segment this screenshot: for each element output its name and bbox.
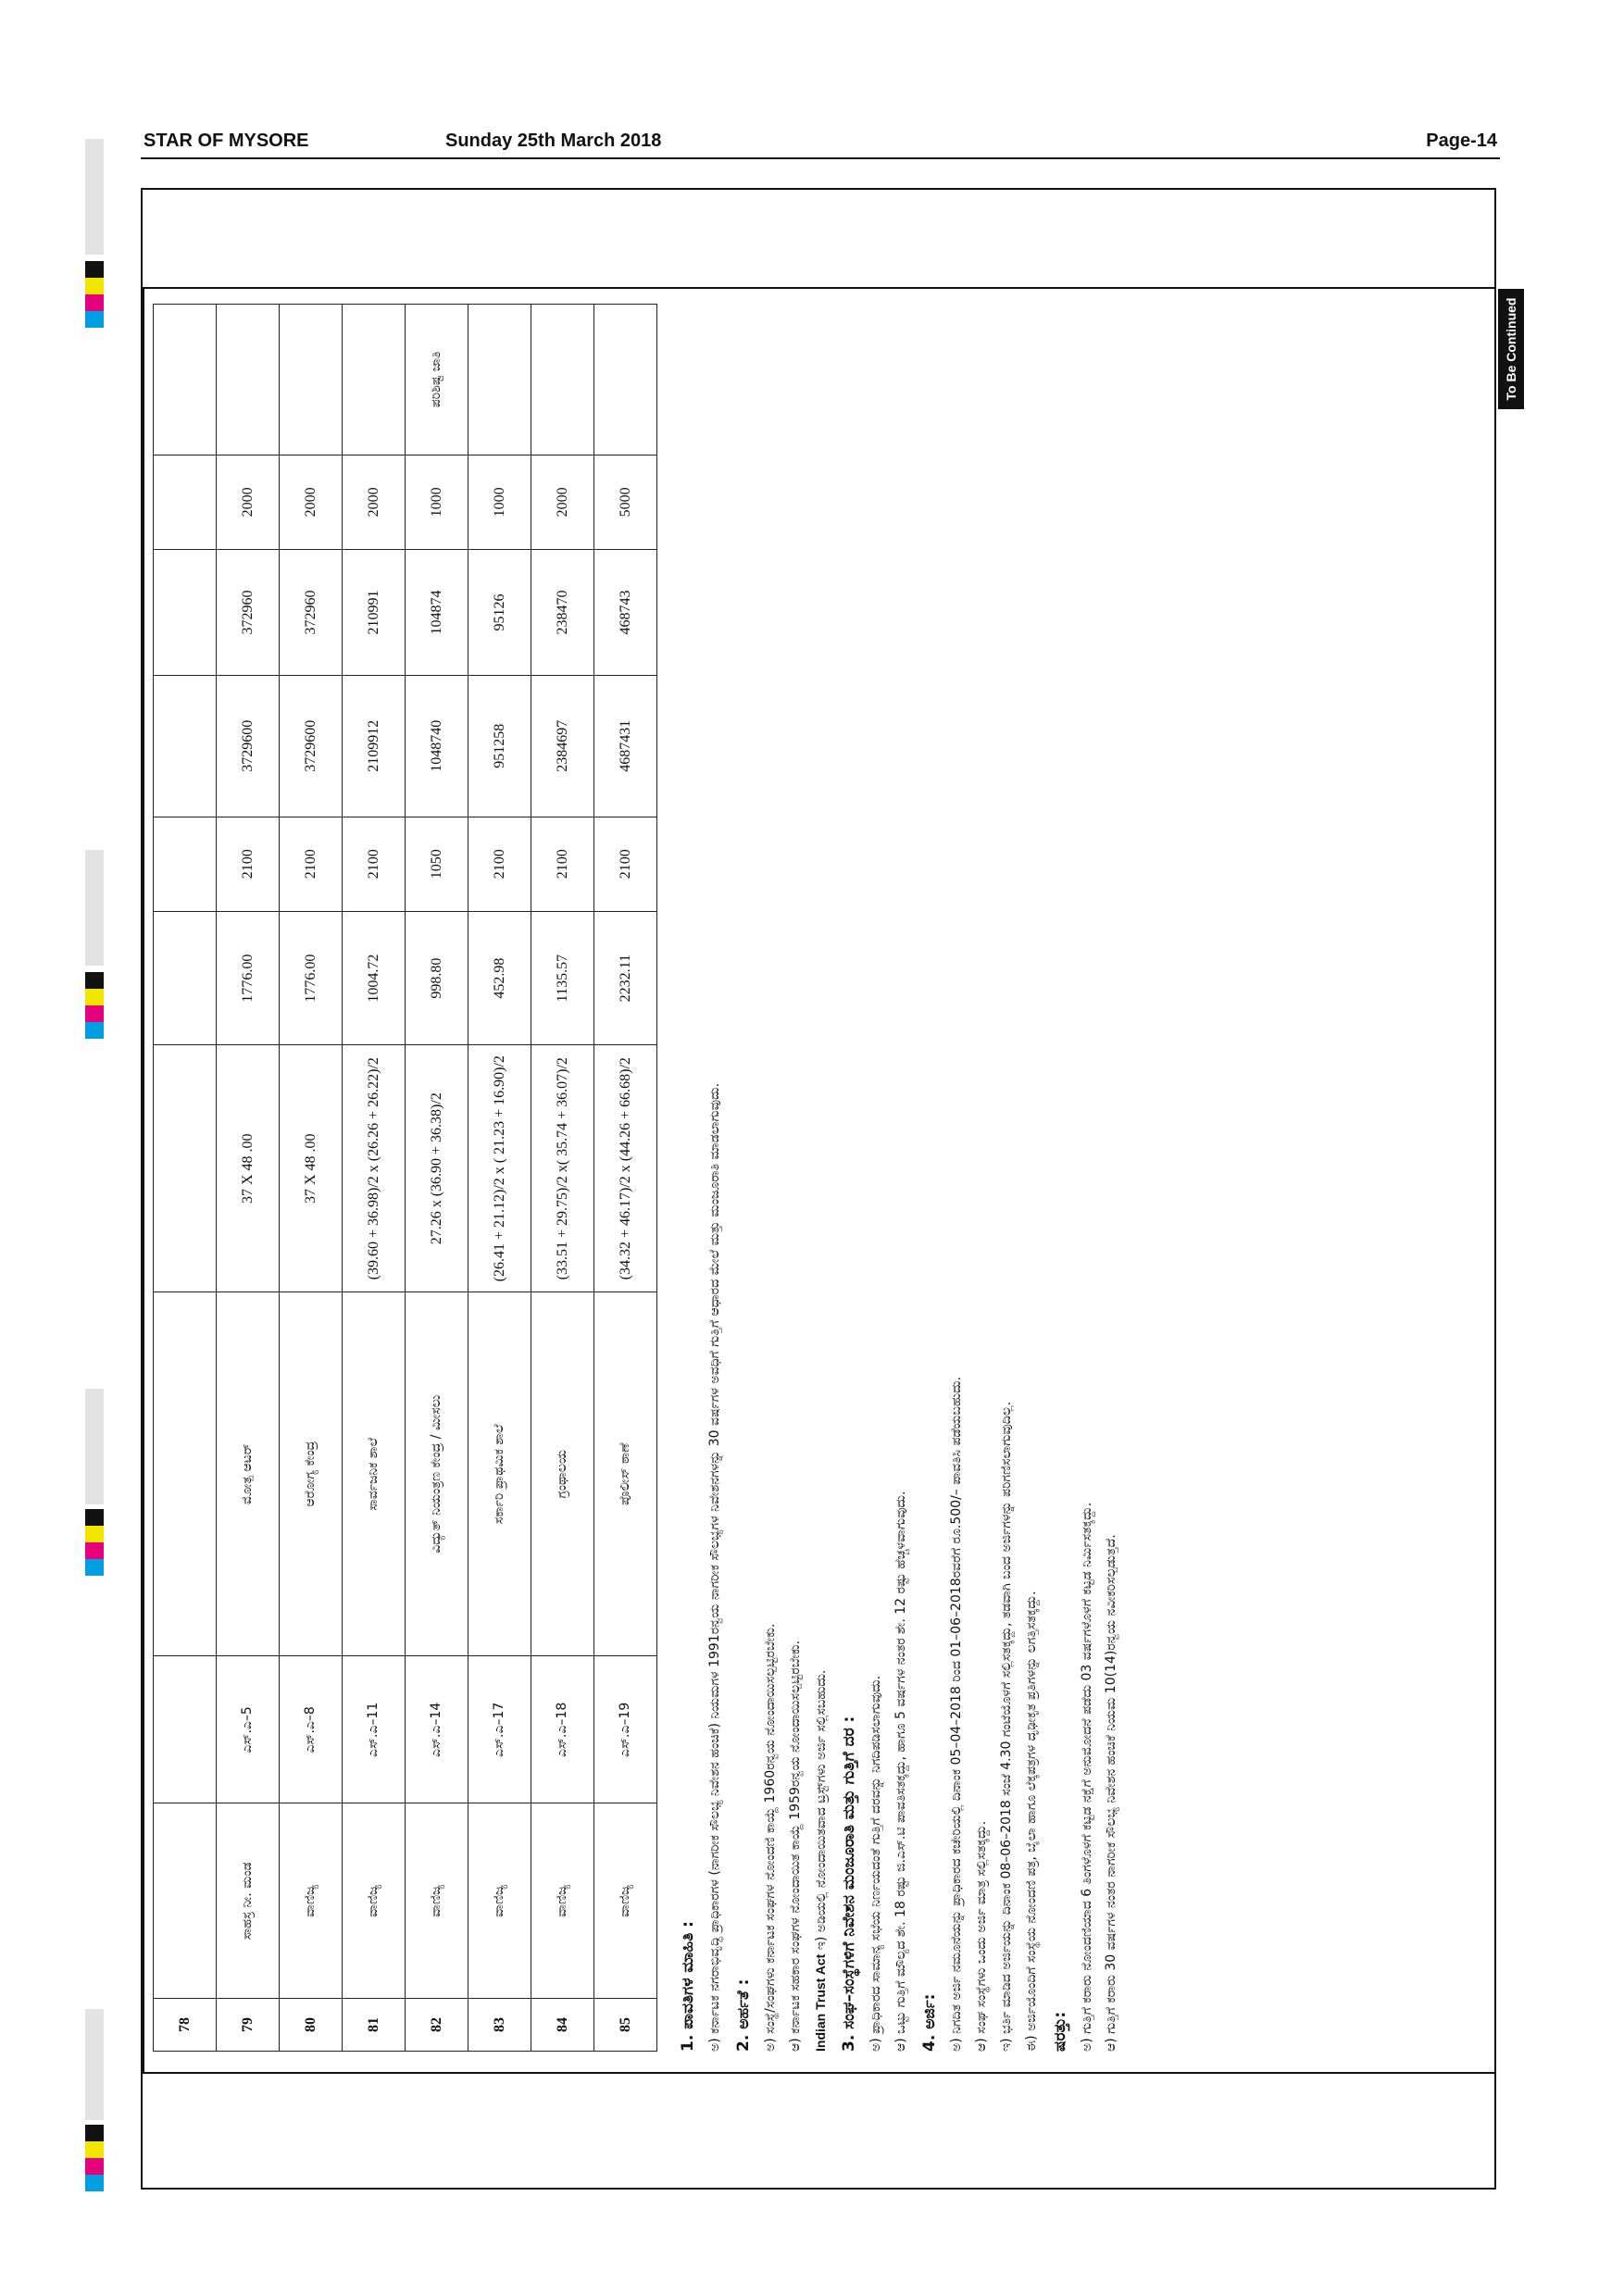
table-cell-sno: 79 [217,1999,280,2052]
table-cell-dim: (33.51 + 29.75)/2 x( 35.74 + 36.07)/2 [531,1045,594,1292]
table-cell-col1: ವಾಣಿಜ್ಯ [468,1803,531,1999]
page-number: Page-14 [1426,131,1497,151]
section-heading: 3. ಸಂಘ–ಸಂಸ್ಥೆಗಳಿಗೆ ನಿವೇಶನ ಮಂಜೂರಾತಿ ಮತ್ತು ಗುತ್ತಿಗೆ ದರ : [840,1716,859,2052]
table-cell-dim [154,1045,217,1292]
registration-bar [85,2009,104,2120]
table-row [594,305,657,2052]
table-cell-sno: 78 [154,1999,217,2052]
registration-swatch-magenta [85,2158,104,2175]
registration-swatch-cyan [85,2175,104,2191]
table-cell-remark [154,305,217,455]
table-cell-value: 3729600 [217,675,280,817]
notice-paragraph: ಅ) ನಿಗದಿತ ಅರ್ಜಿ ನಮೂನೆಯನ್ನು ಪ್ರಾಧಿಕಾರದ ಕಚೇರಿಯಲ್ಲಿ ದಿನಾಂಕ 05–04–2018 ರಿಂದ 01–06–2018ರವರೆಗೆ ರೂ.500/– ಪಾವತಿಸಿ ಪಡೆಯಬಹುದು. [949,1376,965,2052]
table-cell-remark [217,305,280,455]
registration-swatch-black [85,1509,104,1526]
notice-paragraph: ಅ) ಸಂಸ್ಥೆ/ಸಂಘಗಳು ಕರ್ನಾಟಕ ಸಂಘಗಳ ನೋಂದಣಿ ಕಾಯ್ದೆ 1960ರನ್ವಯ ನೋಂದಾಯಿಸಲ್ಪಟ್ಟಿರಬೇಕು. [762,1623,778,2052]
section-heading: 1. ಪಾವತಿಗಳ ಮಾಹಿತಿ : [679,1921,697,2052]
registration-swatch-yellow [85,278,104,294]
table-cell-deposit: 2000 [280,455,343,549]
registration-swatch-black [85,972,104,989]
registration-swatch-yellow [85,2141,104,2158]
table-cell-deposit: 1000 [406,455,468,549]
registration-swatch-black [85,2125,104,2141]
registration-swatch-magenta [85,1005,104,1022]
section-heading: 4. ಅರ್ಜಿ: [920,1993,940,2052]
table-cell-remark [531,305,594,455]
notice-paragraph: ಅ) ಪ್ರಾಧಿಕಾರದ ಸಾಮಾನ್ಯ ಸಭೆಯ ನಿರ್ಣಯದಂತೆ ಗುತ್ತಿಗೆ ದರವನ್ನು ನಿಗದಿಪಡಿಸಲಾಗುವುದು. [868,1675,884,2052]
table-cell-col1: ವಾಣಿಜ್ಯ [531,1803,594,1999]
table-cell-sno: 84 [531,1999,594,2052]
notice-paragraph: ಆ) ಗುತ್ತಿಗೆ ಕರಾರು 30 ವರ್ಷಗಳ ನಂತರ ನಾಗರೀಕ ಸೌಲಭ್ಯ ನಿವೇಶನ ಹಂಚಿಕೆ ನಿಯಮ 10(14)ರನ್ವಯ ನವೀಕರಿಸಲ್ಪಡುತ್ತದೆ. [1104,1534,1119,2052]
table-cell-col2 [154,1656,217,1803]
table-cell-col2: ಎಸ್.ಎ–5 [217,1656,280,1803]
table-cell-total: 372960 [217,550,280,676]
notice-paragraph: ಆ) ಕರ್ನಾಟಕ ಸಹಕಾರ ಸಂಘಗಳ ನೋಂದಾಯಿತ ಕಾಯ್ದೆ 1959ರನ್ವಯ ನೋಂದಾಯಿಸಲ್ಪಟ್ಟಿರಬೇಕು. [787,1640,803,2052]
table-row [217,305,280,2052]
notice-paragraph: ಅ) ಕರ್ನಾಟಕ ನಗರಾಭಿವೃದ್ಧಿ ಪ್ರಾಧಿಕಾರಗಳ (ನಾಗರೀಕ ಸೌಲಭ್ಯ ನಿವೇಶನ ಹಂಚಿಕೆ) ನಿಯಮಗಳ 1991ರನ್ವಯ ನಾಗರೀಕ ಸೌಲಭ್ಯಗಳ ನಿವೇಶನಗಳನ್ನು 30 ವರ್ಷಗಳ ಅವಧಿಗೆ ಗುತ್ತಿಗೆ ಆಧಾರದ ಮೇಲೆ ಮತ್ತು ಮಂಜೂರಾತಿ ಮಾಡಲಾಗುವುದು. [706,1082,722,2052]
notice-paragraph: ಆ) ಒಟ್ಟು ಗುತ್ತಿಗೆ ಮೌಲ್ಯದ ಶೇ. 18 ರಷ್ಟು ಜಿ.ಎಸ್.ಟಿ ಪಾವತಿಸತಕ್ಕದ್ದು, ಹಾಗೂ 5 ವರ್ಷಗಳ ನಂತರ ಶೇ. 12 ರಷ್ಟು ಹೆಚ್ಚಳವಾಗುವುದು. [893,1491,909,2052]
table-cell-deposit: 1000 [468,455,531,549]
content-frame-edge [141,287,144,2074]
table-cell-remark [594,305,657,455]
table-row [154,305,217,2052]
table-cell-sno: 85 [594,1999,657,2052]
table-cell-col2: ಎಸ್.ಎ–14 [406,1656,468,1803]
registration-bar [85,139,104,255]
table-cell-col2: ಎಸ್.ಎ–11 [343,1656,406,1803]
table-cell-remark [468,305,531,455]
table-cell-col1: ವಾಣಿಜ್ಯ [594,1803,657,1999]
table-row [343,305,406,2052]
table-cell-value: 1048740 [406,675,468,817]
table-cell-area: 452.98 [468,912,531,1045]
rotated-notice [153,296,1486,2055]
publication-name: STAR OF MYSORE [144,131,309,151]
registration-swatch-magenta [85,294,104,311]
registration-bar [85,1389,104,1504]
notice-paragraph: ಅ) ಗುತ್ತಿಗೆ ಕರಾರು ನೋಂದಣಿಯಾದ 6 ತಿಂಗಳೊಳಗೆ ಕಟ್ಟಡ ನಕ್ಷೆಗೆ ಅನುಮೋದನೆ ಪಡೆದು 03 ವರ್ಷಗಳೊಳಗೆ ಕಟ್ಟಡ ನಿರ್ಮಿಸತಕ್ಕದ್ದು. [1079,1502,1094,2052]
registration-swatch-yellow [85,1526,104,1542]
notice-paragraph: ಆ) ಸಂಘ ಸಂಸ್ಥೆಗಳು ಒಂದು ಅರ್ಜಿ ಮಾತ್ರ ಸಲ್ಲಿಸತಕ್ಕದ್ದು. [973,1820,989,2052]
table-cell-area: 2232.11 [594,912,657,1045]
section-heading: ಷರತ್ತು: [1050,2011,1069,2052]
table-cell-area: 998.80 [406,912,468,1045]
table-cell-col1: ವಾಣಿಜ್ಯ [280,1803,343,1999]
registration-swatch-cyan [85,311,104,328]
registration-swatch-cyan [85,1559,104,1576]
table-cell-col3: ಸರ್ಕಾರಿ ಪ್ರಾಥಮಿಕ ಶಾಲೆ [468,1292,531,1656]
table-cell-total: 95126 [468,550,531,676]
notice-paragraph [812,300,831,2052]
table-row [280,305,343,2052]
table-cell-rate [154,817,217,911]
section-heading: 2. ಅರ್ಹತೆ : [733,1978,753,2052]
table-cell-dim: 27.26 x (36.90 + 36.38)/2 [406,1045,468,1292]
table-cell-area: 1135.57 [531,912,594,1045]
table-cell-value: 2109912 [343,675,406,817]
table-cell-col1 [154,1803,217,1999]
table-cell-total: 372960 [280,550,343,676]
table-cell-deposit: 5000 [594,455,657,549]
table-cell-value: 951258 [468,675,531,817]
table-cell-total: 238470 [531,550,594,676]
table-cell-remark [343,305,406,455]
table-cell-deposit: 2000 [217,455,280,549]
table-row [406,305,468,2052]
issue-date: Sunday 25th March 2018 [445,131,662,151]
table-cell-col3: ಆರೋಗ್ಯ ಕೇಂದ್ರ [280,1292,343,1656]
table-cell-rate: 2100 [531,817,594,911]
continued-label: To Be Continued [1498,289,1524,409]
notice-terms [678,300,1120,2052]
table-cell-dim: (39.60 + 36.98)/2 x (26.26 + 26.22)/2 [343,1045,406,1292]
table-cell-remark: ಪರಿಶಿಷ್ಟ ಜಾತಿ [406,305,468,455]
table-cell-remark [280,305,343,455]
notice-paragraph: ಇ) ಭರ್ತಿ ಮಾಡಿದ ಅರ್ಜಿಯನ್ನು ದಿನಾಂಕ 08–06–2018 ಸಂಜೆ 4.30 ಗಂಟೆಯೊಳಗೆ ಸಲ್ಲಿಸತಕ್ಕದ್ದು, ತಡವಾಗಿ ಬಂದ ಅರ್ಜಿಗಳನ್ನು ಪರಿಗಣಿಸಲಾಗುವುದಿಲ್ಲ. [998,1401,1014,2052]
table-cell-col2: ಎಸ್.ಎ–19 [594,1656,657,1803]
table-cell-col1: ವಾಣಿಜ್ಯ [406,1803,468,1999]
table-cell-col3: ಸಾರ್ವಜನಿಕ ಶಾಲೆ [343,1292,406,1656]
table-cell-rate: 2100 [280,817,343,911]
table-cell-sno: 83 [468,1999,531,2052]
table-cell-total [154,550,217,676]
table-cell-area: 1004.72 [343,912,406,1045]
registration-swatch-yellow [85,989,104,1005]
table-cell-deposit: 2000 [531,455,594,549]
registration-swatch-black [85,261,104,278]
trust-act-label: Indian Trust Act [812,1953,828,2052]
table-cell-area [154,912,217,1045]
masthead [144,131,1497,158]
table-cell-col2: ಎಸ್.ಎ–17 [468,1656,531,1803]
table-cell-rate: 2100 [594,817,657,911]
registration-swatch-magenta [85,1542,104,1559]
table-cell-area: 1776.00 [280,912,343,1045]
table-cell-col3: ಗ್ರಂಥಾಲಯ [531,1292,594,1656]
table-cell-col3 [154,1292,217,1656]
table-cell-col3: ಮೋತ್ಪ ಆಟರ್ [217,1292,280,1656]
table-cell-rate: 2100 [468,817,531,911]
table-cell-total: 468743 [594,550,657,676]
table-cell-value [154,675,217,817]
table-cell-sno: 80 [280,1999,343,2052]
table-cell-rate: 2100 [343,817,406,911]
table-cell-rate: 2100 [217,817,280,911]
table-cell-col3: ಪೊಲೀಸ್ ಠಾಣೆ [594,1292,657,1656]
table-cell-col2: ಎಸ್.ಎ–18 [531,1656,594,1803]
table-cell-dim: (26.41 + 21.12)/2 x ( 21.23 + 16.90)/2 [468,1045,531,1292]
table-cell-sno: 82 [406,1999,468,2052]
table-cell-col1: ಸಾಹಸ್ರ ನೀ. ಮಂಡ [217,1803,280,1999]
table-cell-value: 4687431 [594,675,657,817]
table-cell-value: 3729600 [280,675,343,817]
table-cell-deposit [154,455,217,549]
table-cell-dim: 37 X 48 .00 [217,1045,280,1292]
table-cell-dim: (34.32 + 46.17)/2 x (44.26 + 66.68)/2 [594,1045,657,1292]
table-cell-col3: ವಿದ್ಯುತ್ ನಿಯಂತ್ರಣ ಕೇಂದ್ರ / ಮೀಸಲು [406,1292,468,1656]
table-cell-rate: 1050 [406,817,468,911]
table-cell-total: 210991 [343,550,406,676]
table-row [468,305,531,2052]
table-cell-sno: 81 [343,1999,406,2052]
table-cell-total: 104874 [406,550,468,676]
registration-swatch-cyan [85,1022,104,1039]
notice-paragraph: ಈ) ಅರ್ಜಿಯೊಂದಿಗೆ ಸಂಸ್ಥೆಯ ನೋಂದಣಿ ಪತ್ರ, ಬೈಲಾ ಹಾಗೂ ಲೆಕ್ಕಪತ್ರಗಳ ದೃಢೀಕೃತ ಪ್ರತಿಗಳನ್ನು ಲಗತ್ತಿಸತಕ್ಕದ್ದು. [1023,1591,1039,2052]
registration-bar [85,850,104,966]
property-table [153,304,657,2052]
table-cell-deposit: 2000 [343,455,406,549]
table-cell-col1: ವಾಣಿಜ್ಯ [343,1803,406,1999]
notice-text: ಇ) ಅಡಿಯಲ್ಲಿ ನೋಂದಾಯಿತವಾದ ಟ್ರಸ್ಟ್‌ಗಳು ಅರ್ಜಿ ಸಲ್ಲಿಸಬಹುದು. [813,1669,829,1951]
table-cell-dim: 37 X 48 .00 [280,1045,343,1292]
table-row [531,305,594,2052]
table-cell-value: 2384697 [531,675,594,817]
masthead-rule [141,157,1500,159]
table-cell-area: 1776.00 [217,912,280,1045]
table-cell-col2: ಎಸ್.ಎ–8 [280,1656,343,1803]
